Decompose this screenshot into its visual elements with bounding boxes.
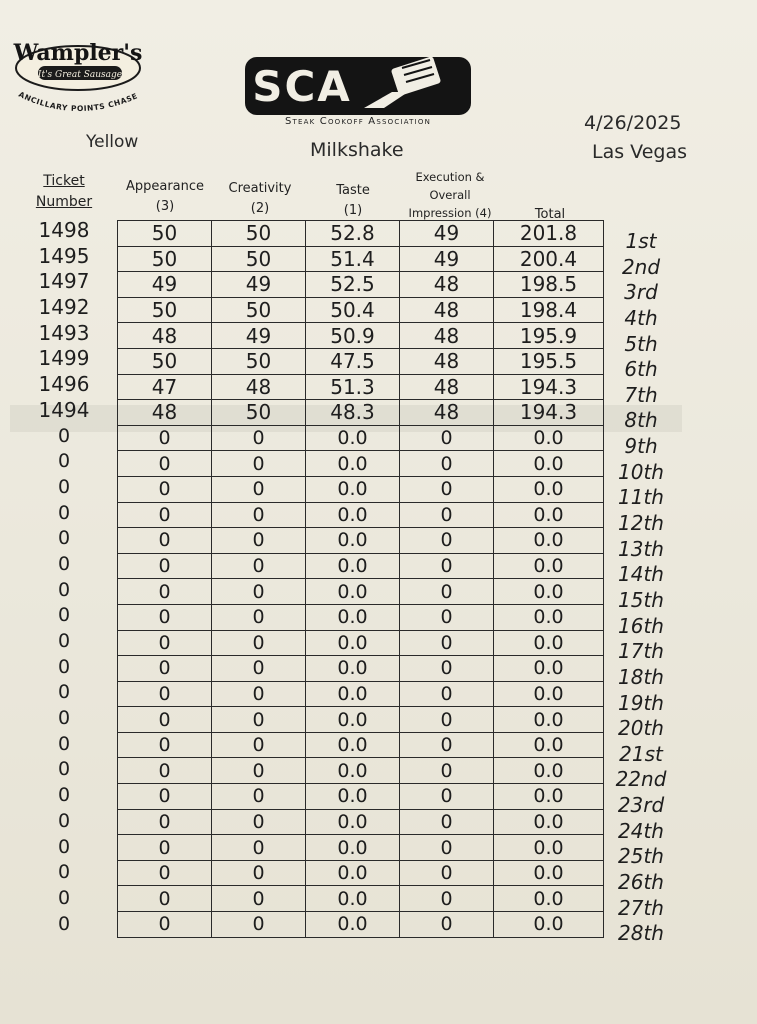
placement-label: 27th xyxy=(618,895,664,920)
event-date: 4/26/2025 xyxy=(584,112,682,134)
ticket-number: 0 xyxy=(57,630,71,652)
sca-subtitle: Steak Cookoff Association xyxy=(284,116,432,127)
table-row xyxy=(118,784,604,810)
creativity-cell: 0 xyxy=(212,425,306,451)
placement-label: 2nd xyxy=(621,254,661,279)
placement-label: 23rd xyxy=(617,793,665,818)
creativity-cell: 0 xyxy=(212,656,306,682)
appearance-cell: 0 xyxy=(118,860,212,886)
taste-cell: 0.0 xyxy=(306,681,400,707)
taste-cell: 0.0 xyxy=(306,835,400,861)
total-cell: 194.3 xyxy=(494,400,604,426)
ticket-number: 1494 xyxy=(38,397,90,422)
execution-cell: 0 xyxy=(400,809,494,835)
creativity-cell: 0 xyxy=(212,732,306,758)
placement-column xyxy=(606,229,676,947)
ticket-number: 1492 xyxy=(38,295,90,320)
table-row xyxy=(118,348,604,374)
table-row xyxy=(118,758,604,784)
table-row xyxy=(118,400,604,426)
taste-cell: 0.0 xyxy=(306,758,400,784)
taste-cell: 51.4 xyxy=(306,246,400,272)
placement-label: 6th xyxy=(624,357,658,382)
placement-label: 20th xyxy=(618,716,664,741)
taste-cell: 50.9 xyxy=(306,323,400,349)
appearance-cell: 50 xyxy=(118,348,212,374)
execution-cell: 0 xyxy=(400,835,494,861)
appearance-cell: 0 xyxy=(118,656,212,682)
ticket-number: 0 xyxy=(57,604,71,627)
table-row xyxy=(118,630,604,656)
header-execution-line3: Impression (4) xyxy=(408,206,492,220)
total-cell: 0.0 xyxy=(494,528,604,554)
total-cell: 195.5 xyxy=(494,348,604,374)
execution-cell: 0 xyxy=(400,681,494,707)
placement-label: 25th xyxy=(618,844,664,869)
creativity-cell: 49 xyxy=(212,272,306,298)
total-cell: 200.4 xyxy=(494,246,604,272)
creativity-cell: 0 xyxy=(212,912,306,938)
placement-label: 24th xyxy=(618,818,664,843)
table-row xyxy=(118,221,604,247)
table-row xyxy=(118,374,604,400)
table-row xyxy=(118,528,604,554)
color-label: Yellow xyxy=(86,132,139,152)
header-execution-line2: Overall xyxy=(429,188,471,202)
ticket-number: 0 xyxy=(57,450,71,473)
header-taste-weight: (1) xyxy=(343,203,363,218)
total-cell: 0.0 xyxy=(494,707,604,733)
taste-cell: 0.0 xyxy=(306,707,400,733)
header-taste xyxy=(306,181,400,221)
execution-cell: 0 xyxy=(400,630,494,656)
table-row xyxy=(118,886,604,912)
placement-label: 11th xyxy=(618,485,664,510)
header-ticket-number xyxy=(30,171,98,213)
header-execution-line1: Execution & xyxy=(415,170,485,184)
total-cell: 201.8 xyxy=(494,221,604,247)
total-cell: 0.0 xyxy=(494,758,604,784)
execution-cell: 49 xyxy=(400,246,494,272)
appearance-cell: 0 xyxy=(118,809,212,835)
placement-label: 16th xyxy=(618,613,664,638)
taste-cell: 0.0 xyxy=(306,425,400,451)
creativity-cell: 0 xyxy=(212,707,306,733)
table-row xyxy=(118,425,604,451)
taste-cell: 0.0 xyxy=(306,502,400,528)
header-ticket-line2: Number xyxy=(35,194,93,210)
header-execution xyxy=(400,168,500,222)
ticket-number: 1495 xyxy=(38,243,90,268)
execution-cell: 0 xyxy=(400,784,494,810)
ticket-number: 1499 xyxy=(38,346,90,371)
total-cell: 0.0 xyxy=(494,732,604,758)
total-cell: 0.0 xyxy=(494,502,604,528)
total-cell: 0.0 xyxy=(494,809,604,835)
placement-label: 19th xyxy=(618,690,664,715)
table-row xyxy=(118,451,604,477)
creativity-cell: 50 xyxy=(212,348,306,374)
taste-cell: 0.0 xyxy=(306,604,400,630)
execution-cell: 0 xyxy=(400,886,494,912)
header-total: Total xyxy=(534,207,566,222)
creativity-cell: 50 xyxy=(212,221,306,247)
appearance-cell: 0 xyxy=(118,604,212,630)
header-appearance-weight: (3) xyxy=(155,199,175,214)
ticket-number: 0 xyxy=(57,707,71,730)
header-taste-label: Taste xyxy=(336,183,370,198)
placement-label: 26th xyxy=(618,870,664,895)
total-cell: 0.0 xyxy=(494,425,604,451)
taste-cell: 50.4 xyxy=(306,297,400,323)
total-cell: 194.3 xyxy=(494,374,604,400)
placement-label: 13th xyxy=(618,536,664,561)
total-cell: 0.0 xyxy=(494,630,604,656)
ticket-number: 0 xyxy=(57,578,71,601)
total-cell: 0.0 xyxy=(494,860,604,886)
placement-label: 7th xyxy=(624,382,658,407)
creativity-cell: 0 xyxy=(212,553,306,579)
ticket-number: 0 xyxy=(57,732,71,755)
placement-label: 22nd xyxy=(615,767,667,792)
total-cell: 0.0 xyxy=(494,656,604,682)
ticket-number: 0 xyxy=(57,501,71,524)
taste-cell: 52.8 xyxy=(306,221,400,247)
taste-cell: 0.0 xyxy=(306,528,400,554)
appearance-cell: 0 xyxy=(118,732,212,758)
ticket-number: 0 xyxy=(57,527,71,550)
creativity-cell: 0 xyxy=(212,681,306,707)
header-appearance xyxy=(118,177,212,217)
creativity-cell: 0 xyxy=(212,630,306,656)
placement-label: 8th xyxy=(624,408,658,433)
appearance-cell: 0 xyxy=(118,425,212,451)
taste-cell: 0.0 xyxy=(306,732,400,758)
taste-cell: 0.0 xyxy=(306,451,400,477)
appearance-cell: 0 xyxy=(118,451,212,477)
taste-cell: 0.0 xyxy=(306,656,400,682)
placement-label: 10th xyxy=(618,459,664,484)
execution-cell: 0 xyxy=(400,604,494,630)
header-ticket-line1: Ticket xyxy=(43,173,85,189)
execution-cell: 0 xyxy=(400,425,494,451)
ticket-number: 0 xyxy=(57,424,71,447)
table-row xyxy=(118,809,604,835)
placement-label: 18th xyxy=(618,664,664,689)
sca-letters: SCA xyxy=(252,62,352,111)
taste-cell: 0.0 xyxy=(306,809,400,835)
creativity-cell: 48 xyxy=(212,374,306,400)
table-row xyxy=(118,297,604,323)
taste-cell: 48.3 xyxy=(306,400,400,426)
taste-cell: 0.0 xyxy=(306,784,400,810)
appearance-cell: 50 xyxy=(118,221,212,247)
placement-label: 5th xyxy=(624,331,658,356)
header-creativity xyxy=(214,179,306,219)
placement-label: 15th xyxy=(618,587,664,612)
header-appearance-label: Appearance xyxy=(125,179,205,194)
total-cell: 198.5 xyxy=(494,272,604,298)
appearance-cell: 48 xyxy=(118,400,212,426)
creativity-cell: 0 xyxy=(212,758,306,784)
taste-cell: 0.0 xyxy=(306,476,400,502)
header-creativity-weight: (2) xyxy=(250,201,270,216)
table-row xyxy=(118,579,604,605)
ticket-number: 0 xyxy=(57,886,71,909)
appearance-cell: 0 xyxy=(118,579,212,605)
wamplers-logo xyxy=(10,34,150,126)
ticket-number-column xyxy=(30,218,98,937)
execution-cell: 48 xyxy=(400,323,494,349)
placement-label: 9th xyxy=(624,434,658,459)
appearance-cell: 0 xyxy=(118,912,212,938)
total-cell: 0.0 xyxy=(494,604,604,630)
taste-cell: 0.0 xyxy=(306,579,400,605)
wampler-sub: ANCILLARY POINTS CHASE xyxy=(17,89,140,114)
wampler-name: Wampler's xyxy=(13,40,143,66)
creativity-cell: 0 xyxy=(212,604,306,630)
placement-label: 28th xyxy=(618,921,664,946)
execution-cell: 48 xyxy=(400,400,494,426)
ticket-number: 0 xyxy=(57,758,71,781)
total-cell: 0.0 xyxy=(494,835,604,861)
creativity-cell: 0 xyxy=(212,502,306,528)
ticket-number: 0 xyxy=(57,655,71,678)
event-location: Las Vegas xyxy=(592,141,687,163)
creativity-cell: 0 xyxy=(212,451,306,477)
table-row xyxy=(118,502,604,528)
execution-cell: 0 xyxy=(400,553,494,579)
creativity-cell: 0 xyxy=(212,886,306,912)
appearance-cell: 0 xyxy=(118,784,212,810)
table-row xyxy=(118,604,604,630)
appearance-cell: 0 xyxy=(118,476,212,502)
taste-cell: 0.0 xyxy=(306,553,400,579)
header-creativity-label: Creativity xyxy=(228,181,292,196)
execution-cell: 48 xyxy=(400,348,494,374)
appearance-cell: 0 xyxy=(118,681,212,707)
total-cell: 195.9 xyxy=(494,323,604,349)
execution-cell: 0 xyxy=(400,758,494,784)
table-row xyxy=(118,912,604,938)
appearance-cell: 0 xyxy=(118,502,212,528)
taste-cell: 47.5 xyxy=(306,348,400,374)
taste-cell: 0.0 xyxy=(306,630,400,656)
appearance-cell: 0 xyxy=(118,528,212,554)
execution-cell: 0 xyxy=(400,451,494,477)
creativity-cell: 0 xyxy=(212,835,306,861)
execution-cell: 0 xyxy=(400,912,494,938)
creativity-cell: 0 xyxy=(212,579,306,605)
taste-cell: 0.0 xyxy=(306,912,400,938)
appearance-cell: 0 xyxy=(118,553,212,579)
placement-label: 1st xyxy=(625,229,657,253)
table-row xyxy=(118,860,604,886)
ticket-number: 1496 xyxy=(38,372,90,397)
appearance-cell: 47 xyxy=(118,374,212,400)
total-cell: 0.0 xyxy=(494,886,604,912)
execution-cell: 0 xyxy=(400,860,494,886)
appearance-cell: 50 xyxy=(118,297,212,323)
execution-cell: 0 xyxy=(400,476,494,502)
execution-cell: 0 xyxy=(400,707,494,733)
appearance-cell: 48 xyxy=(118,323,212,349)
taste-cell: 0.0 xyxy=(306,860,400,886)
creativity-cell: 0 xyxy=(212,860,306,886)
ticket-number: 0 xyxy=(57,681,71,704)
table-row xyxy=(118,681,604,707)
total-cell: 198.4 xyxy=(494,297,604,323)
appearance-cell: 0 xyxy=(118,758,212,784)
ticket-number: 0 xyxy=(57,861,71,884)
creativity-cell: 0 xyxy=(212,809,306,835)
total-cell: 0.0 xyxy=(494,476,604,502)
execution-cell: 48 xyxy=(400,272,494,298)
appearance-cell: 0 xyxy=(118,630,212,656)
scores-table xyxy=(117,220,604,938)
taste-cell: 52.5 xyxy=(306,272,400,298)
placement-label: 21st xyxy=(619,741,663,766)
table-row xyxy=(118,553,604,579)
category-title: Milkshake xyxy=(310,139,404,161)
appearance-cell: 49 xyxy=(118,272,212,298)
creativity-cell: 0 xyxy=(212,528,306,554)
creativity-cell: 0 xyxy=(212,784,306,810)
placement-label: 14th xyxy=(618,562,664,587)
table-row xyxy=(118,732,604,758)
table-row xyxy=(118,707,604,733)
table-row xyxy=(118,835,604,861)
execution-cell: 0 xyxy=(400,656,494,682)
wampler-tagline: It's Great Sausage xyxy=(37,70,123,80)
total-cell: 0.0 xyxy=(494,451,604,477)
taste-cell: 51.3 xyxy=(306,374,400,400)
creativity-cell: 50 xyxy=(212,297,306,323)
ticket-number: 1493 xyxy=(38,320,90,345)
placement-label: 4th xyxy=(624,305,658,330)
taste-cell: 0.0 xyxy=(306,886,400,912)
placement-label: 3rd xyxy=(624,280,658,305)
creativity-cell: 50 xyxy=(212,400,306,426)
ticket-number: 0 xyxy=(57,809,71,832)
execution-cell: 0 xyxy=(400,579,494,605)
table-row xyxy=(118,323,604,349)
execution-cell: 0 xyxy=(400,502,494,528)
total-cell: 0.0 xyxy=(494,681,604,707)
creativity-cell: 0 xyxy=(212,476,306,502)
ticket-number: 1498 xyxy=(38,218,90,242)
ticket-number: 0 xyxy=(57,475,71,498)
table-row xyxy=(118,272,604,298)
table-row xyxy=(118,246,604,272)
placement-label: 17th xyxy=(618,639,664,664)
ticket-number: 0 xyxy=(57,835,71,858)
total-cell: 0.0 xyxy=(494,912,604,938)
execution-cell: 0 xyxy=(400,528,494,554)
sca-logo xyxy=(244,56,472,116)
ticket-number: 0 xyxy=(57,912,71,935)
creativity-cell: 50 xyxy=(212,246,306,272)
execution-cell: 48 xyxy=(400,374,494,400)
total-cell: 0.0 xyxy=(494,784,604,810)
table-row xyxy=(118,476,604,502)
table-row xyxy=(118,656,604,682)
total-cell: 0.0 xyxy=(494,553,604,579)
appearance-cell: 0 xyxy=(118,886,212,912)
total-cell: 0.0 xyxy=(494,579,604,605)
appearance-cell: 0 xyxy=(118,707,212,733)
placement-label: 12th xyxy=(618,511,664,536)
ticket-number: 0 xyxy=(57,784,71,807)
appearance-cell: 0 xyxy=(118,835,212,861)
ticket-number: 1497 xyxy=(38,269,90,294)
execution-cell: 0 xyxy=(400,732,494,758)
execution-cell: 48 xyxy=(400,297,494,323)
creativity-cell: 49 xyxy=(212,323,306,349)
ticket-number: 0 xyxy=(57,552,71,575)
execution-cell: 49 xyxy=(400,221,494,247)
appearance-cell: 50 xyxy=(118,246,212,272)
